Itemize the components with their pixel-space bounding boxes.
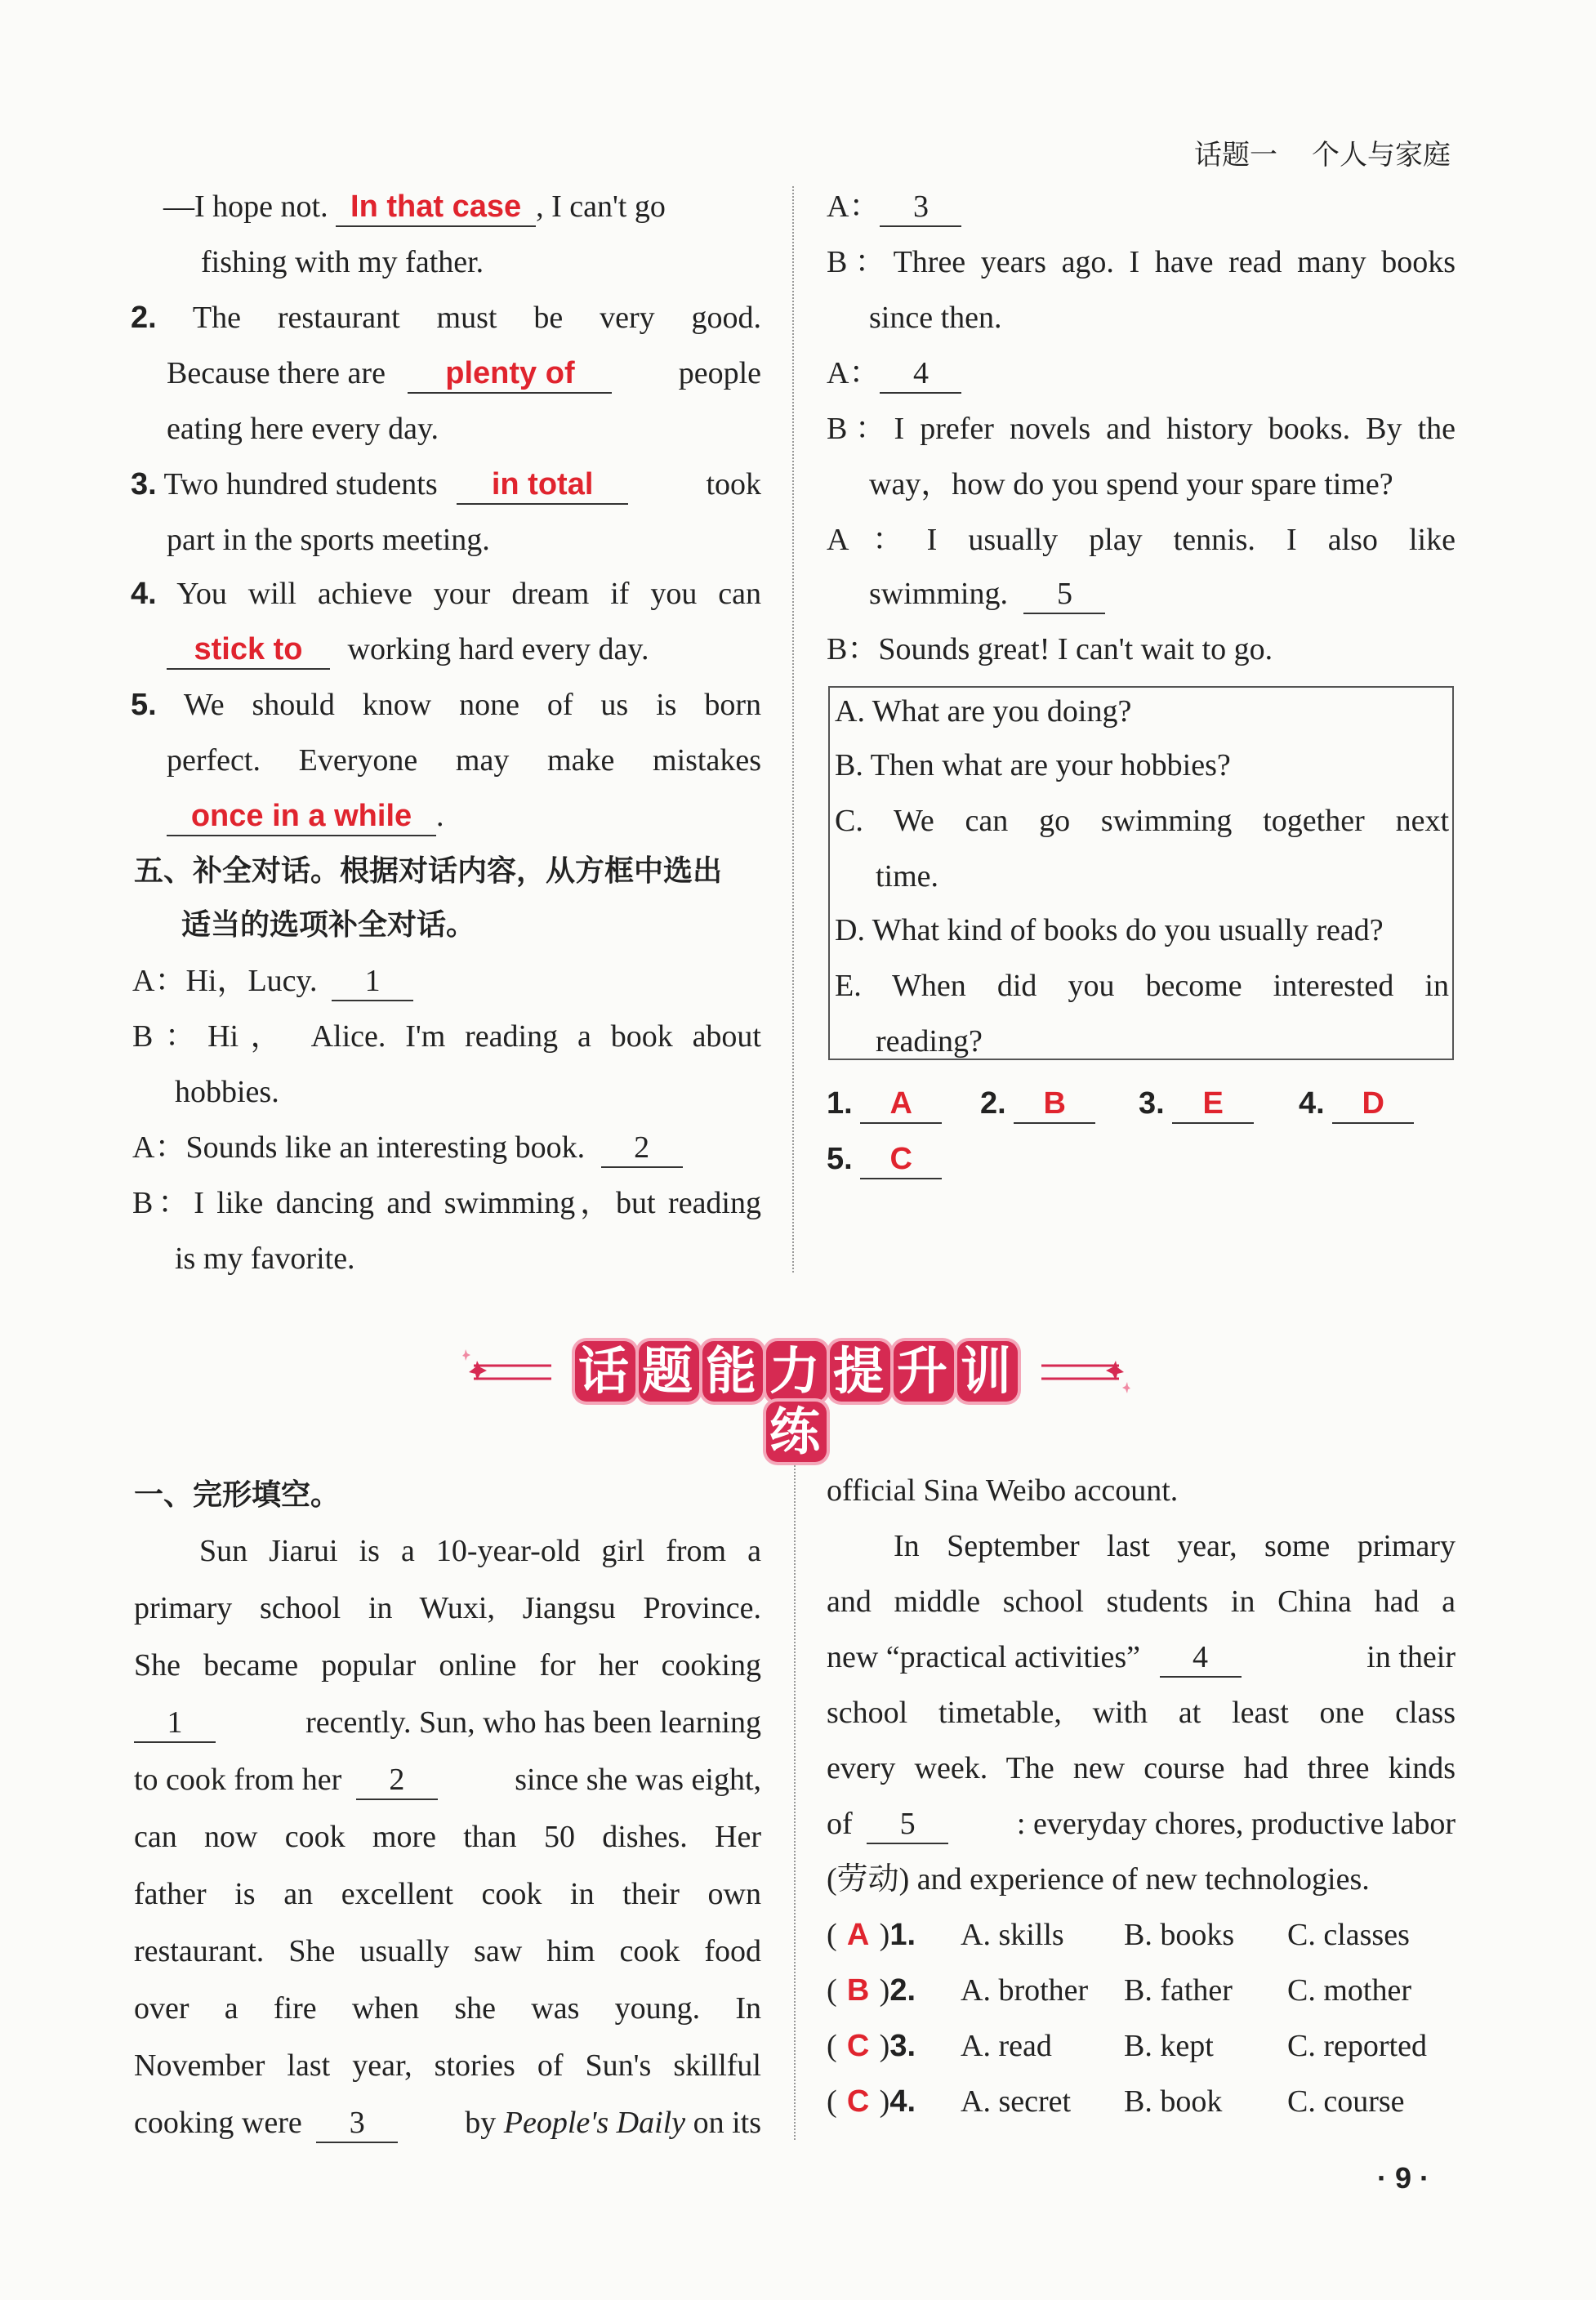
dialogue-8: B：I prefer novels and history books. By the xyxy=(827,412,1456,446)
dialogue-2: B：Hi， Alice. I'm reading a book about xyxy=(132,1019,761,1054)
section5-title: 五、补全对话。根据对话内容，从方框中选出 xyxy=(134,854,723,888)
option-a: A. What are you doing? xyxy=(835,694,1132,729)
cloze-r3: and middle school students in China had a xyxy=(827,1585,1456,1619)
dialogue-6: B：Three years ago. I have read many books xyxy=(827,245,1456,279)
dialogue-5: A： 3 xyxy=(827,186,961,227)
dialogue-blank-1: 1 xyxy=(332,962,413,1001)
answer-4: 4. D xyxy=(1299,1083,1414,1124)
cloze-p9: over a fire when she was young. In xyxy=(134,1991,761,2026)
choice-row-2: ( B )2. A. brother B. father C. mother xyxy=(827,1973,1411,2008)
dialogue-6b: since then. xyxy=(869,301,1002,335)
q5-line1: 5. We should know none of us is born xyxy=(131,688,761,722)
answer-3: 3. E xyxy=(1139,1083,1254,1124)
cloze-p7: father is an excellent cook in their own xyxy=(134,1877,761,1911)
option-e: E. When did you become interested in xyxy=(835,969,1449,1003)
dialogue-7: A： 4 xyxy=(827,353,961,394)
cloze-p6: can now cook more than 50 dishes. Her xyxy=(134,1820,761,1854)
page-number: · 9 · xyxy=(1377,2161,1430,2195)
dialogue-blank-2: 2 xyxy=(601,1129,683,1168)
section5-title-line2: 适当的选项补全对话。 xyxy=(181,908,476,942)
header-topic: 话题一 xyxy=(1194,139,1277,172)
cloze-r4: new “practical activities” 4 in their xyxy=(827,1637,1456,1678)
q1-blank: In that case xyxy=(336,188,536,227)
cloze-blank-2: 2 xyxy=(356,1761,438,1800)
cloze-blank-4: 4 xyxy=(1160,1638,1242,1678)
q4-line2: stick to working hard every day. xyxy=(167,629,649,670)
cloze-p3: She became popular online for her cooking xyxy=(134,1648,761,1683)
q2-line2: Because there are plenty of people xyxy=(167,353,761,394)
cloze-p4: 1 recently. Sun, who has been learning xyxy=(134,1702,761,1743)
q5-line2: perfect. Everyone may make mistakes xyxy=(167,743,761,778)
dialogue-4b: is my favorite. xyxy=(175,1241,355,1276)
q1-line2: fishing with my father. xyxy=(201,245,484,279)
dialogue-9: A：I usually play tennis. I also like xyxy=(827,523,1456,557)
cloze-p11: cooking were 3 by People's Daily on its xyxy=(134,2102,761,2143)
dialogue-blank-4: 4 xyxy=(880,354,961,394)
option-b: B. Then what are your hobbies? xyxy=(835,748,1231,782)
answer-1: 1. A xyxy=(827,1083,942,1124)
dialogue-9b: swimming. 5 xyxy=(869,573,1105,614)
cloze-blank-3: 3 xyxy=(316,2104,398,2143)
q2-blank: plenty of xyxy=(408,354,612,394)
dialogue-8b: way，how do you spend your spare time? xyxy=(869,467,1393,501)
choice-row-3: ( C )3. A. read B. kept C. reported xyxy=(827,2029,1427,2063)
cloze-p5: to cook from her 2 since she was eight, xyxy=(134,1759,761,1800)
answer-2: 2. B xyxy=(980,1083,1095,1124)
option-e-line2: reading? xyxy=(876,1024,983,1059)
cloze-p2: primary school in Wuxi, Jiangsu Province. xyxy=(134,1591,761,1625)
cloze-p1: Sun Jiarui is a 10-year-old girl from a xyxy=(199,1534,761,1568)
q3-blank: in total xyxy=(457,466,628,505)
dialogue-blank-3: 3 xyxy=(880,188,961,227)
dialogue-blank-5: 5 xyxy=(1023,575,1105,614)
cloze-title: 一、完形填空。 xyxy=(134,1478,341,1512)
cloze-r1: official Sina Weibo account. xyxy=(827,1473,1179,1508)
option-d: D. What kind of books do you usually read? xyxy=(835,913,1384,947)
q2-line3: eating here every day. xyxy=(167,412,439,446)
dialogue-4: B：I like dancing and swimming，but reading xyxy=(132,1186,761,1220)
cloze-r2: In September last year, some primary xyxy=(894,1529,1456,1563)
q5-blank: once in a while xyxy=(167,797,436,836)
option-c-line2: time. xyxy=(876,859,939,894)
cloze-blank-5: 5 xyxy=(867,1805,948,1844)
q4-blank: stick to xyxy=(167,631,330,670)
option-c: C. We can go swimming together next xyxy=(835,804,1449,838)
cloze-r8: (劳动) and experience of new technologies. xyxy=(827,1862,1370,1897)
column-divider-bottom xyxy=(794,1462,796,2140)
dialogue-3: A：Sounds like an interesting book. 2 xyxy=(132,1127,683,1168)
choice-row-1: ( A )1. A. skills B. books C. classes xyxy=(827,1918,1410,1952)
banner xyxy=(457,1331,1135,1461)
choice-row-4: ( C )4. A. secret B. book C. course xyxy=(827,2084,1405,2119)
cloze-r7: of 5 : everyday chores, productive labor xyxy=(827,1803,1456,1844)
cloze-r6: every week. The new course had three kinds xyxy=(827,1751,1456,1785)
answer-5: 5. C xyxy=(827,1139,942,1179)
q2-line1: 2. The restaurant must be very good. xyxy=(131,301,761,335)
column-divider-top xyxy=(792,186,794,1273)
dialogue-2b: hobbies. xyxy=(175,1075,279,1109)
dialogue-1: A：Hi，Lucy. 1 xyxy=(132,961,413,1001)
q4-line1: 4. You will achieve your dream if you can xyxy=(131,577,761,611)
cloze-r5: school timetable, with at least one class xyxy=(827,1696,1456,1730)
q5-line3: once in a while . xyxy=(167,796,444,836)
q3-line1: 3. Two hundred students in total took xyxy=(131,464,761,505)
dialogue-10: B：Sounds great! I can't wait to go. xyxy=(827,632,1273,666)
cloze-blank-1: 1 xyxy=(134,1704,216,1743)
cloze-p8: restaurant. She usually saw him cook food xyxy=(134,1934,761,1968)
header-title: 个人与家庭 xyxy=(1312,139,1451,172)
q3-line2: part in the sports meeting. xyxy=(167,523,490,557)
cloze-p10: November last year, stories of Sun's skillful xyxy=(134,2048,761,2083)
q1-line1: —I hope not. In that case , I can't go xyxy=(163,186,666,227)
banner-title: 话 题 能 力 提 升 训练 xyxy=(551,1341,1041,1462)
